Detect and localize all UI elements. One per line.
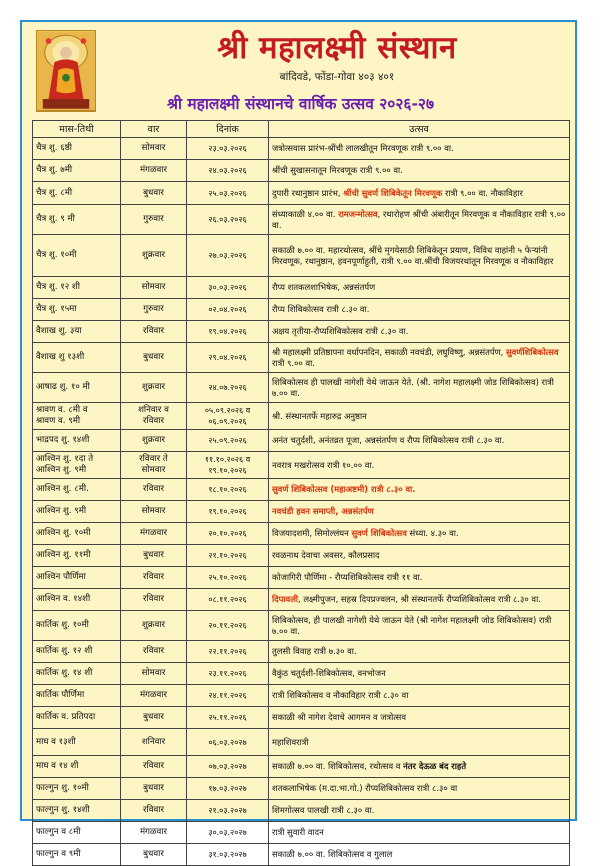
event-text: रवळनाथ देवाचा अवसर, कौलप्रसाद — [272, 550, 380, 560]
date-cell: २५.११.२०२६ — [187, 707, 269, 729]
event-cell — [269, 182, 570, 205]
event-text: , रथारोहण श्रींची अंबारीतून मिरवणूक व नौकाविहार रात्री ९.०० वा. — [272, 208, 566, 230]
tithi-cell: फाल्गुन व ९मी — [33, 844, 121, 866]
event-cell — [269, 138, 570, 160]
tithi-cell: कार्तिक पौर्णिमा — [33, 685, 121, 707]
event-highlight: नंतर देऊळ बंद राहते — [403, 761, 467, 771]
date-cell: ०२.०४.२०२६ — [187, 299, 269, 321]
date-cell: १९.१०.२०२६ — [187, 501, 269, 523]
day-cell: मंगळवार — [121, 822, 187, 844]
event-cell — [269, 403, 570, 430]
event-cell — [269, 160, 570, 182]
tithi-cell: चैत्र शु. ८मी — [33, 182, 121, 205]
table-row — [33, 182, 570, 205]
page-frame — [20, 20, 577, 859]
event-text: तुलसी विवाह रात्री ७.३० वा. — [272, 646, 357, 656]
table-row — [33, 205, 570, 235]
table-row — [33, 299, 570, 321]
event-cell — [269, 844, 570, 866]
day-cell: रविवार — [121, 567, 187, 589]
day-cell: बुधवार — [121, 778, 187, 800]
event-cell — [269, 778, 570, 800]
date-cell: ०६.०३.२०२७ — [187, 729, 269, 756]
date-cell: ११.१०.२०२६ व १९.१०.२०२६ — [187, 452, 269, 479]
tithi-cell: आश्विन शु. ८मी. — [33, 479, 121, 501]
festival-schedule-table — [32, 120, 570, 866]
event-cell — [269, 373, 570, 403]
tithi-cell: आश्विन शु. १दा ते आश्विन शु. ९मी — [33, 452, 121, 479]
event-cell — [269, 235, 570, 277]
table-row — [33, 822, 570, 844]
tithi-cell: आषाढ शु. १० मी — [33, 373, 121, 403]
table-row — [33, 567, 570, 589]
day-cell: रविवार — [121, 321, 187, 343]
tithi-cell: चैत्र शु. १५मा — [33, 299, 121, 321]
tithi-cell: चैत्र शु. १०मी — [33, 235, 121, 277]
event-text: संध्या. ४.३० वा. — [406, 528, 459, 538]
page-title: श्री महालक्ष्मी संस्थान — [217, 30, 457, 66]
column-header-tithi: मास-तिथी — [33, 121, 121, 138]
tithi-cell: माघ व १४ शी — [33, 756, 121, 778]
event-highlight: दिपावली — [272, 594, 299, 604]
date-cell: २५.०९.२०२६ — [187, 430, 269, 452]
event-cell — [269, 343, 570, 373]
event-cell — [269, 567, 570, 589]
event-text: सकाळी ७.०० वा. महारथोत्सव, श्रींचे मृगयेसाठी शिबिकेतून प्रयाण, विविध वाहांनी ५ फेऱ्यांनी मिरवणूक, रथानुष्ठान, हवनपूर्णाहुती, रात्री ९.०० वा.श्रींची विजयरथांतून मिरवणूक व नौकाविहार — [272, 244, 554, 266]
table-row — [33, 343, 570, 373]
event-cell — [269, 545, 570, 567]
table-body — [33, 138, 570, 866]
tithi-cell: आश्विन व. १४शी — [33, 589, 121, 611]
event-text: कोजागिरी पौर्णिमा - रौप्यशिबिकोत्सव रात्री ११ वा. — [272, 572, 423, 582]
tithi-cell: आश्विन शु. ११मी — [33, 545, 121, 567]
event-highlight: सुवर्ण शिबिकोत्सव (महाअष्टमी) रात्री ८.३० वा. — [272, 484, 416, 494]
event-cell — [269, 800, 570, 822]
date-cell: २६.०३.२०२६ — [187, 205, 269, 235]
table-row — [33, 756, 570, 778]
date-cell: २०.११.२०२६ — [187, 611, 269, 641]
table-row — [33, 685, 570, 707]
date-cell: २१.०३.२०२७ — [187, 800, 269, 822]
day-cell: बुधवार — [121, 844, 187, 866]
day-cell: मंगळवार — [121, 523, 187, 545]
event-text: सकाळी ७.०० वा. शिबिकोत्सव व गुलाल — [272, 849, 393, 859]
tithi-cell: चैत्र शु. ९ मी — [33, 205, 121, 235]
table-row — [33, 160, 570, 182]
column-header-day: वार — [121, 121, 187, 138]
table-row — [33, 321, 570, 343]
date-cell: २३.११.२०२६ — [187, 663, 269, 685]
date-cell: २०.१०.२०२६ — [187, 523, 269, 545]
event-text: जत्रोत्सवास प्रारंभ-श्रींची लालखीतून मिरवणूक रात्री ९.०० वा. — [272, 143, 454, 153]
event-cell — [269, 205, 570, 235]
day-cell: शुक्रवार — [121, 373, 187, 403]
table-row — [33, 641, 570, 663]
date-cell: ३०.०३.२०२७ — [187, 822, 269, 844]
day-cell: रविवार ते सोमवार — [121, 452, 187, 479]
table-row — [33, 430, 570, 452]
event-cell — [269, 729, 570, 756]
tithi-cell: आश्विन पौर्णिमा — [33, 567, 121, 589]
event-cell — [269, 685, 570, 707]
day-cell: शनिवार — [121, 729, 187, 756]
tithi-cell: कार्तिक व. प्रतिपदा — [33, 707, 121, 729]
tithi-cell: भाद्रपद शु. १४शी — [33, 430, 121, 452]
date-cell: २१.१०.२०२६ — [187, 545, 269, 567]
date-cell: २९.०४.२०२६ — [187, 343, 269, 373]
table-row — [33, 403, 570, 430]
event-text: दुपारी रथानुष्ठान प्रारंभ, — [272, 187, 344, 198]
date-cell: २२.११.२०२६ — [187, 641, 269, 663]
table-row — [33, 778, 570, 800]
column-header-event: उत्सव — [269, 121, 570, 138]
day-cell: सोमवार — [121, 501, 187, 523]
event-cell — [269, 756, 570, 778]
event-cell — [269, 321, 570, 343]
tithi-cell: आश्विन शु. १०मी — [33, 523, 121, 545]
day-cell: रविवार — [121, 479, 187, 501]
event-cell — [269, 299, 570, 321]
date-cell: १८.१०.२०२६ — [187, 479, 269, 501]
table-row — [33, 373, 570, 403]
tithi-cell: फाल्गुन शु. १०मी — [33, 778, 121, 800]
day-cell: मंगळवार — [121, 685, 187, 707]
tithi-cell: आश्विन शु. ९मी — [33, 501, 121, 523]
event-text: शिबिकोत्सव, ही पालखी नागेशी येथे जाऊन येते (श्री नागेश महालक्ष्मी जोड शिबिकोत्सव) रात्री ७.०० वा. — [272, 614, 552, 636]
event-cell — [269, 523, 570, 545]
tithi-cell: चैत्र शु. १२ शी — [33, 277, 121, 299]
event-text: रात्री ९.०० वा. — [272, 357, 315, 368]
event-text: रौप्य शतकलशाभिषेक, अन्नसंतर्पण — [272, 282, 376, 292]
date-cell: २४.०३.२०२६ — [187, 160, 269, 182]
table-row — [33, 611, 570, 641]
date-cell: १९.०४.२०२६ — [187, 321, 269, 343]
event-text: सकाळी श्री नागेश देवाचे आगमन व जत्रोत्सव — [272, 712, 406, 722]
table-row — [33, 501, 570, 523]
event-cell — [269, 501, 570, 523]
day-cell: सोमवार — [121, 277, 187, 299]
event-text: शतकलाभिषेक (म.दा.भा.गो.) रौप्यशिबिकोत्सव रात्री ८.३० वा — [272, 783, 458, 793]
event-text: अनंत चतुर्दशी, अनंतव्रत पूजा, अन्नसंतर्पण व रौप्य शिबिकोत्सव रात्री ८.३० वा. — [272, 435, 505, 445]
tithi-cell: वैशाख शु. ३या — [33, 321, 121, 343]
event-cell — [269, 589, 570, 611]
date-cell: २५.१०.२०२६ — [187, 567, 269, 589]
event-text: रौप्य शिबिकोत्सव रात्री ८.३० वा. — [272, 304, 370, 314]
day-cell: शुक्रवार — [121, 235, 187, 277]
address: बांदिवडे, फोंडा-गोवा ४०३ ४०१ — [279, 71, 395, 83]
table-header-row — [33, 121, 570, 138]
tithi-cell: कार्तिक शु. १४ शी — [33, 663, 121, 685]
day-cell: बुधवार — [121, 343, 187, 373]
event-text: रात्री सुवारी वादन — [272, 827, 324, 837]
table-row — [33, 277, 570, 299]
date-cell: २३.०३.२०२६ — [187, 138, 269, 160]
event-text: सकाळी ७.०० वा. शिबिकोत्सव, रथोत्सव व — [272, 761, 404, 771]
table-row — [33, 589, 570, 611]
date-cell: २७.०३.२०२६ — [187, 235, 269, 277]
column-header-date: दिनांक — [187, 121, 269, 138]
event-text: शिमगोत्सव पालखी रात्री ८.३० वा. — [272, 805, 375, 815]
day-cell: सोमवार — [121, 663, 187, 685]
tithi-cell: माघ व १३शी — [33, 729, 121, 756]
event-cell — [269, 479, 570, 501]
date-cell: ०७.०३.२०२७ — [187, 756, 269, 778]
date-cell: ०५.०९.२०२६ व ०६.०९.२०२६ — [187, 403, 269, 430]
event-cell — [269, 641, 570, 663]
table-row — [33, 729, 570, 756]
day-cell: रविवार — [121, 589, 187, 611]
event-highlight: सुवर्ण शिबिकोत्सव — [351, 528, 407, 538]
event-text: शिबिकोत्सव ही पालखी नागेशी येथे जाऊन येते. (श्री. नागेश महालक्ष्मी जोड शिबिकोत्सव) रात्री ७.०० वा. — [272, 376, 554, 398]
date-cell: ३१.०३.२०२७ — [187, 844, 269, 866]
event-text: महाशिवरात्री — [272, 736, 309, 747]
day-cell: शुक्रवार — [121, 430, 187, 452]
date-cell: २४.११.२०२६ — [187, 685, 269, 707]
day-cell: गुरुवार — [121, 205, 187, 235]
event-cell — [269, 277, 570, 299]
event-cell — [269, 430, 570, 452]
day-cell: गुरुवार — [121, 299, 187, 321]
tithi-cell: श्रावण व. ८मी व श्रावण व. ९मी — [33, 403, 121, 430]
tithi-cell: कार्तिक शु. १२ शी — [33, 641, 121, 663]
event-highlight: सुवर्णशिबिकोत्सव — [505, 346, 559, 357]
event-text: विजयादशमी, सिमोल्लंघन — [272, 528, 352, 538]
table-row — [33, 545, 570, 567]
event-text: संध्याकाळी ४.०० वा. — [272, 208, 339, 219]
table-row — [33, 844, 570, 866]
day-cell: रविवार — [121, 641, 187, 663]
day-cell: सोमवार — [121, 138, 187, 160]
date-cell: २४.०७.२०२६ — [187, 373, 269, 403]
tithi-cell: वैशाख शु १३शी — [33, 343, 121, 373]
tithi-cell: फाल्गुन शु. १४शी — [33, 800, 121, 822]
day-cell: रविवार — [121, 800, 187, 822]
event-text: , लक्ष्मीपुजन, सहस्र दिपप्रज्वलन, श्री संस्थानतर्फे रौप्यशिबिकोत्सव रात्री ८.३० वा. — [298, 594, 541, 604]
table-row — [33, 235, 570, 277]
day-cell: बुधवार — [121, 182, 187, 205]
event-text: रात्री शिबिकोत्सव व नौकाविहार रात्री ८.३० वा — [272, 690, 409, 700]
day-cell: शनिवार व रविवार — [121, 403, 187, 430]
event-highlight: रामजन्मोत्सव — [338, 208, 378, 219]
event-text: श्री महालक्ष्मी प्रतिष्ठापना वर्धापनदिन, सकाळी नवचंडी, लघुविष्णु, अन्नसंतर्पण, — [272, 346, 506, 357]
table-row — [33, 523, 570, 545]
table-row — [33, 707, 570, 729]
date-cell: २५.०३.२०२६ — [187, 182, 269, 205]
event-cell — [269, 707, 570, 729]
table-row — [33, 452, 570, 479]
day-cell: बुधवार — [121, 707, 187, 729]
date-cell: १७.०३.२०२७ — [187, 778, 269, 800]
event-text: श्री. संस्थानतर्फे महारुद्र अनुष्ठान — [272, 410, 367, 421]
date-cell: ३०.०३.२०२६ — [187, 277, 269, 299]
day-cell: मंगळवार — [121, 160, 187, 182]
tithi-cell: कार्तिक शु. १०मी — [33, 611, 121, 641]
day-cell: शुक्रवार — [121, 611, 187, 641]
table-row — [33, 800, 570, 822]
day-cell: रविवार — [121, 756, 187, 778]
tithi-cell: चैत्र शु. ६ष्ठी — [33, 138, 121, 160]
event-text: रात्री ९.०० वा. नौकाविहार — [442, 187, 523, 198]
table-row — [33, 479, 570, 501]
event-text: अक्षय तृतीया-रौप्यशिबिकोत्सव रात्री ८.३० वा. — [272, 326, 409, 336]
event-highlight: नवचंडी हवन समाप्ती, अन्नसंतर्पण — [272, 506, 374, 516]
event-text: वैकुंठ चतुर्दशी-शिबिकोत्सव, वनभोजन — [272, 668, 386, 678]
date-cell: ०८.११.२०२६ — [187, 589, 269, 611]
event-highlight: श्रींची सुवर्ण शिबिकेतून मिरवणूक — [343, 187, 443, 198]
table-row — [33, 138, 570, 160]
table-row — [33, 663, 570, 685]
day-cell: बुधवार — [121, 545, 187, 567]
tithi-cell: फाल्गुन व ८मी — [33, 822, 121, 844]
tithi-cell: चैत्र शु. ७मी — [33, 160, 121, 182]
event-text: श्रींची सुखासनातून मिरवणूक रात्री ९.०० वा. — [272, 165, 403, 175]
event-cell — [269, 452, 570, 479]
event-cell — [269, 822, 570, 844]
event-cell — [269, 663, 570, 685]
event-text: नवरात्र मखरोत्सव रात्री १०.०० वा. — [272, 459, 375, 470]
event-cell — [269, 611, 570, 641]
schedule-subtitle: श्री महालक्ष्मी संस्थानचे वार्षिक उत्सव २०२६-२७ — [166, 95, 435, 113]
